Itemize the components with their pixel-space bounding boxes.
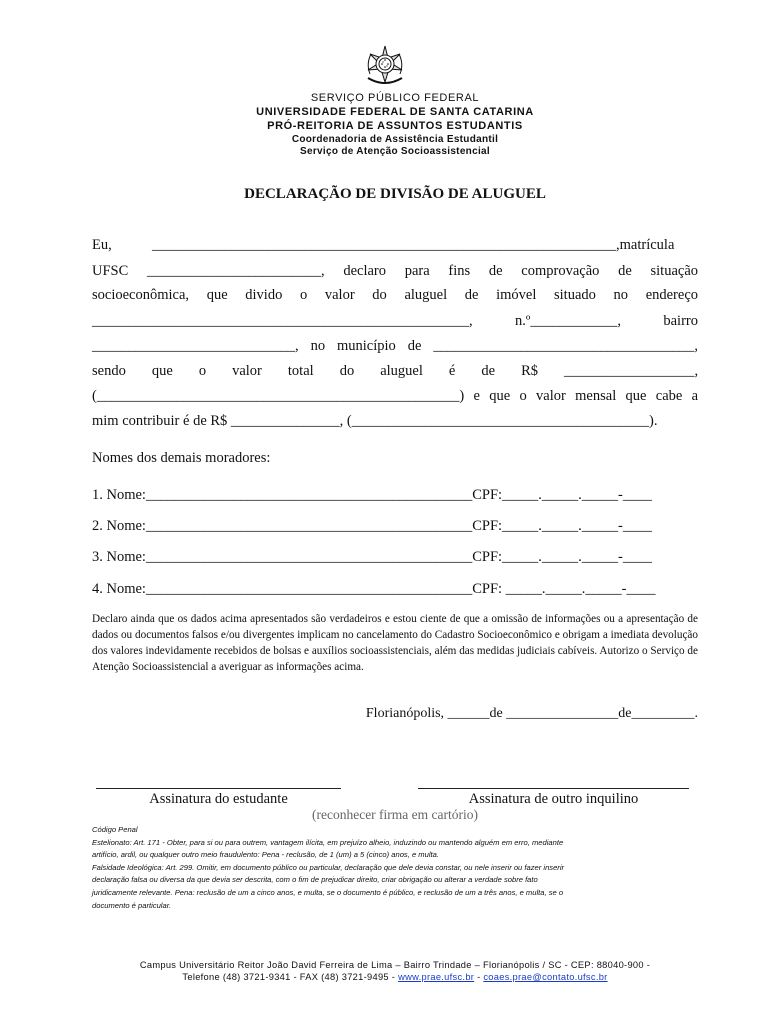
address-number-field[interactable]: n.º____________, [515,313,621,329]
body-line-6: sendo que o valor total do aluguel é de R$ __________________, [92,363,699,379]
resident-row: 1. Nome:_____________________________________________CPF:_____._____._____-____ [92,487,652,503]
header-service: SERVIÇO PÚBLICO FEDERAL [310,92,480,104]
email-link[interactable]: coaes.prae@contato.ufsc.br [483,972,608,982]
resident-cpf-field[interactable]: CPF:_____._____._____-____ [472,518,652,534]
body-line-1 [92,237,698,254]
resident-cpf-field[interactable]: CPF:_____._____._____-____ [472,487,652,503]
body-line-7: (__________________________________________________) e que o valor mensal que cabe a [92,388,699,404]
resident-name-field[interactable]: _____________________________________________ [145,487,473,503]
document-title: DECLARAÇÃO DE DIVISÃO DE ALUGUEL [244,186,546,202]
header-coordination: Coordenadoria de Assistência Estudantil [291,134,499,145]
resident-cpf-field[interactable]: CPF:_____._____._____-____ [472,549,652,565]
address-field[interactable]: ____________________________________________________, [92,313,473,329]
ufsc-matricula-field[interactable]: ________________________, [147,263,325,279]
other-tenant-signature-label: Assinatura de outro inquilino [468,791,639,807]
body-line-4: ____________________________________________________, n.º____________, bairro [92,313,698,329]
total-rent-field[interactable]: __________________, [564,363,699,379]
resident-row: 2. Nome:_____________________________________________CPF:_____._____._____-____ [92,518,652,534]
header-service-unit: Serviço de Atenção Socioassistencial [300,146,490,157]
other-residents-label: Nomes dos demais moradores: [92,450,271,466]
municipality-field[interactable]: ____________________________________, [433,338,698,354]
penal-code-line: documento é particular. [92,900,172,910]
body-line-5: ____________________________, no município de ____________________________________, [92,338,698,354]
resident-cpf-field[interactable]: CPF: _____._____._____-____ [472,581,656,597]
penal-code-line: Falsidade Ideológica: Art. 299. Omitir, em documento público ou particular, declaração que dele devia constar, ou nele inserir ou fazer inserir [92,862,565,872]
footer-contact: Telefone (48) 3721-9341 - FAX (48) 3721-9495 - www.prae.ufsc.br - coaes.prae@contato.ufsc.br [182,972,608,982]
student-signature-line[interactable] [96,788,341,789]
other-tenant-signature-line[interactable] [418,788,689,789]
resident-name-field[interactable]: _____________________________________________ [145,549,473,565]
penal-code-line: declaração falsa ou diversa da que devia ser descrita, com o fim de prejudicar direito, criar obrigação ou alterar a verdade sobre fato [92,875,538,885]
body-line-8[interactable]: mim contribuir é de R$ _______________, (_________________________________________). [92,413,658,429]
penal-code-line: artifício, ardil, ou qualquer outro meio fraudulento: Pena - reclusão, de 1 (um) a 5 (cinco) anos, e multa. [92,850,439,860]
student-signature-label: Assinatura do estudante [149,791,288,807]
resident-row: 4. Nome:_____________________________________________CPF: _____._____._____-____ [92,581,656,597]
resident-row: 3. Nome:_____________________________________________CPF:_____._____._____-____ [92,549,652,565]
name-matricula-field[interactable]: ________________________________________________________________,matrícula [152,237,675,253]
penal-code-title: Código Penal [92,825,138,834]
declaration-text: Declaro ainda que os dados acima apresentados são verdadeiros e estou ciente de que a omissão de informações ou a apresentação de dados ou documentos falsos e/ou divergentes implicam no cancelamento do Cadastro Socioeconômico e obrigam a imediata devolução dos valores indevidamente recebidos de bolsas e auxílios socioassistenciais, além das medidas judiciais cabíveis. Autorizo o Serviço de Atenção Socioassistencial a averiguar as informações acima. [92,613,698,673]
notarize-note: (reconhecer firma em cartório) [311,807,479,822]
footer-address: Campus Universitário Reitor João David Ferreira de Lima – Bairro Trindade – Florianópolis / SC - CEP: 88040-900 - [139,960,651,970]
header-university: UNIVERSIDADE FEDERAL DE SANTA CATARINA [256,106,534,118]
body-line-1-start: Eu, [92,237,112,253]
total-rent-words-field[interactable]: (__________________________________________________) [92,388,465,404]
neighborhood-field[interactable]: ____________________________, [92,338,299,354]
body-line-3: socioeconômica, que divido o valor do aluguel de imóvel situado no endereço [92,287,699,303]
penal-code-block [92,824,704,912]
header-pro-rectorate: PRÓ-REITORIA DE ASSUNTOS ESTUDANTIS [267,120,523,132]
body-line-2: UFSC ________________________, declaro para fins de comprovação de situação [92,263,699,279]
resident-name-field[interactable]: _____________________________________________ [145,581,473,597]
brazil-coat-of-arms-seal [362,44,408,88]
resident-name-field[interactable]: _____________________________________________ [145,518,473,534]
website-link[interactable]: www.prae.ufsc.br [398,972,475,982]
penal-code-line: Estelionato: Art. 171 - Obter, para si ou para outrem, vantagem ilícita, em prejuízo alheio, induzindo ou mantendo alguém em erro, mediante [92,837,564,847]
place-date-field[interactable]: Florianópolis, ______de ________________de_________. [365,706,698,721]
penal-code-line: juridicamente relevante. Pena: reclusão de um a cinco anos, e multa, se o documento é público, e reclusão de um a três anos, e multa, se o [92,887,564,897]
